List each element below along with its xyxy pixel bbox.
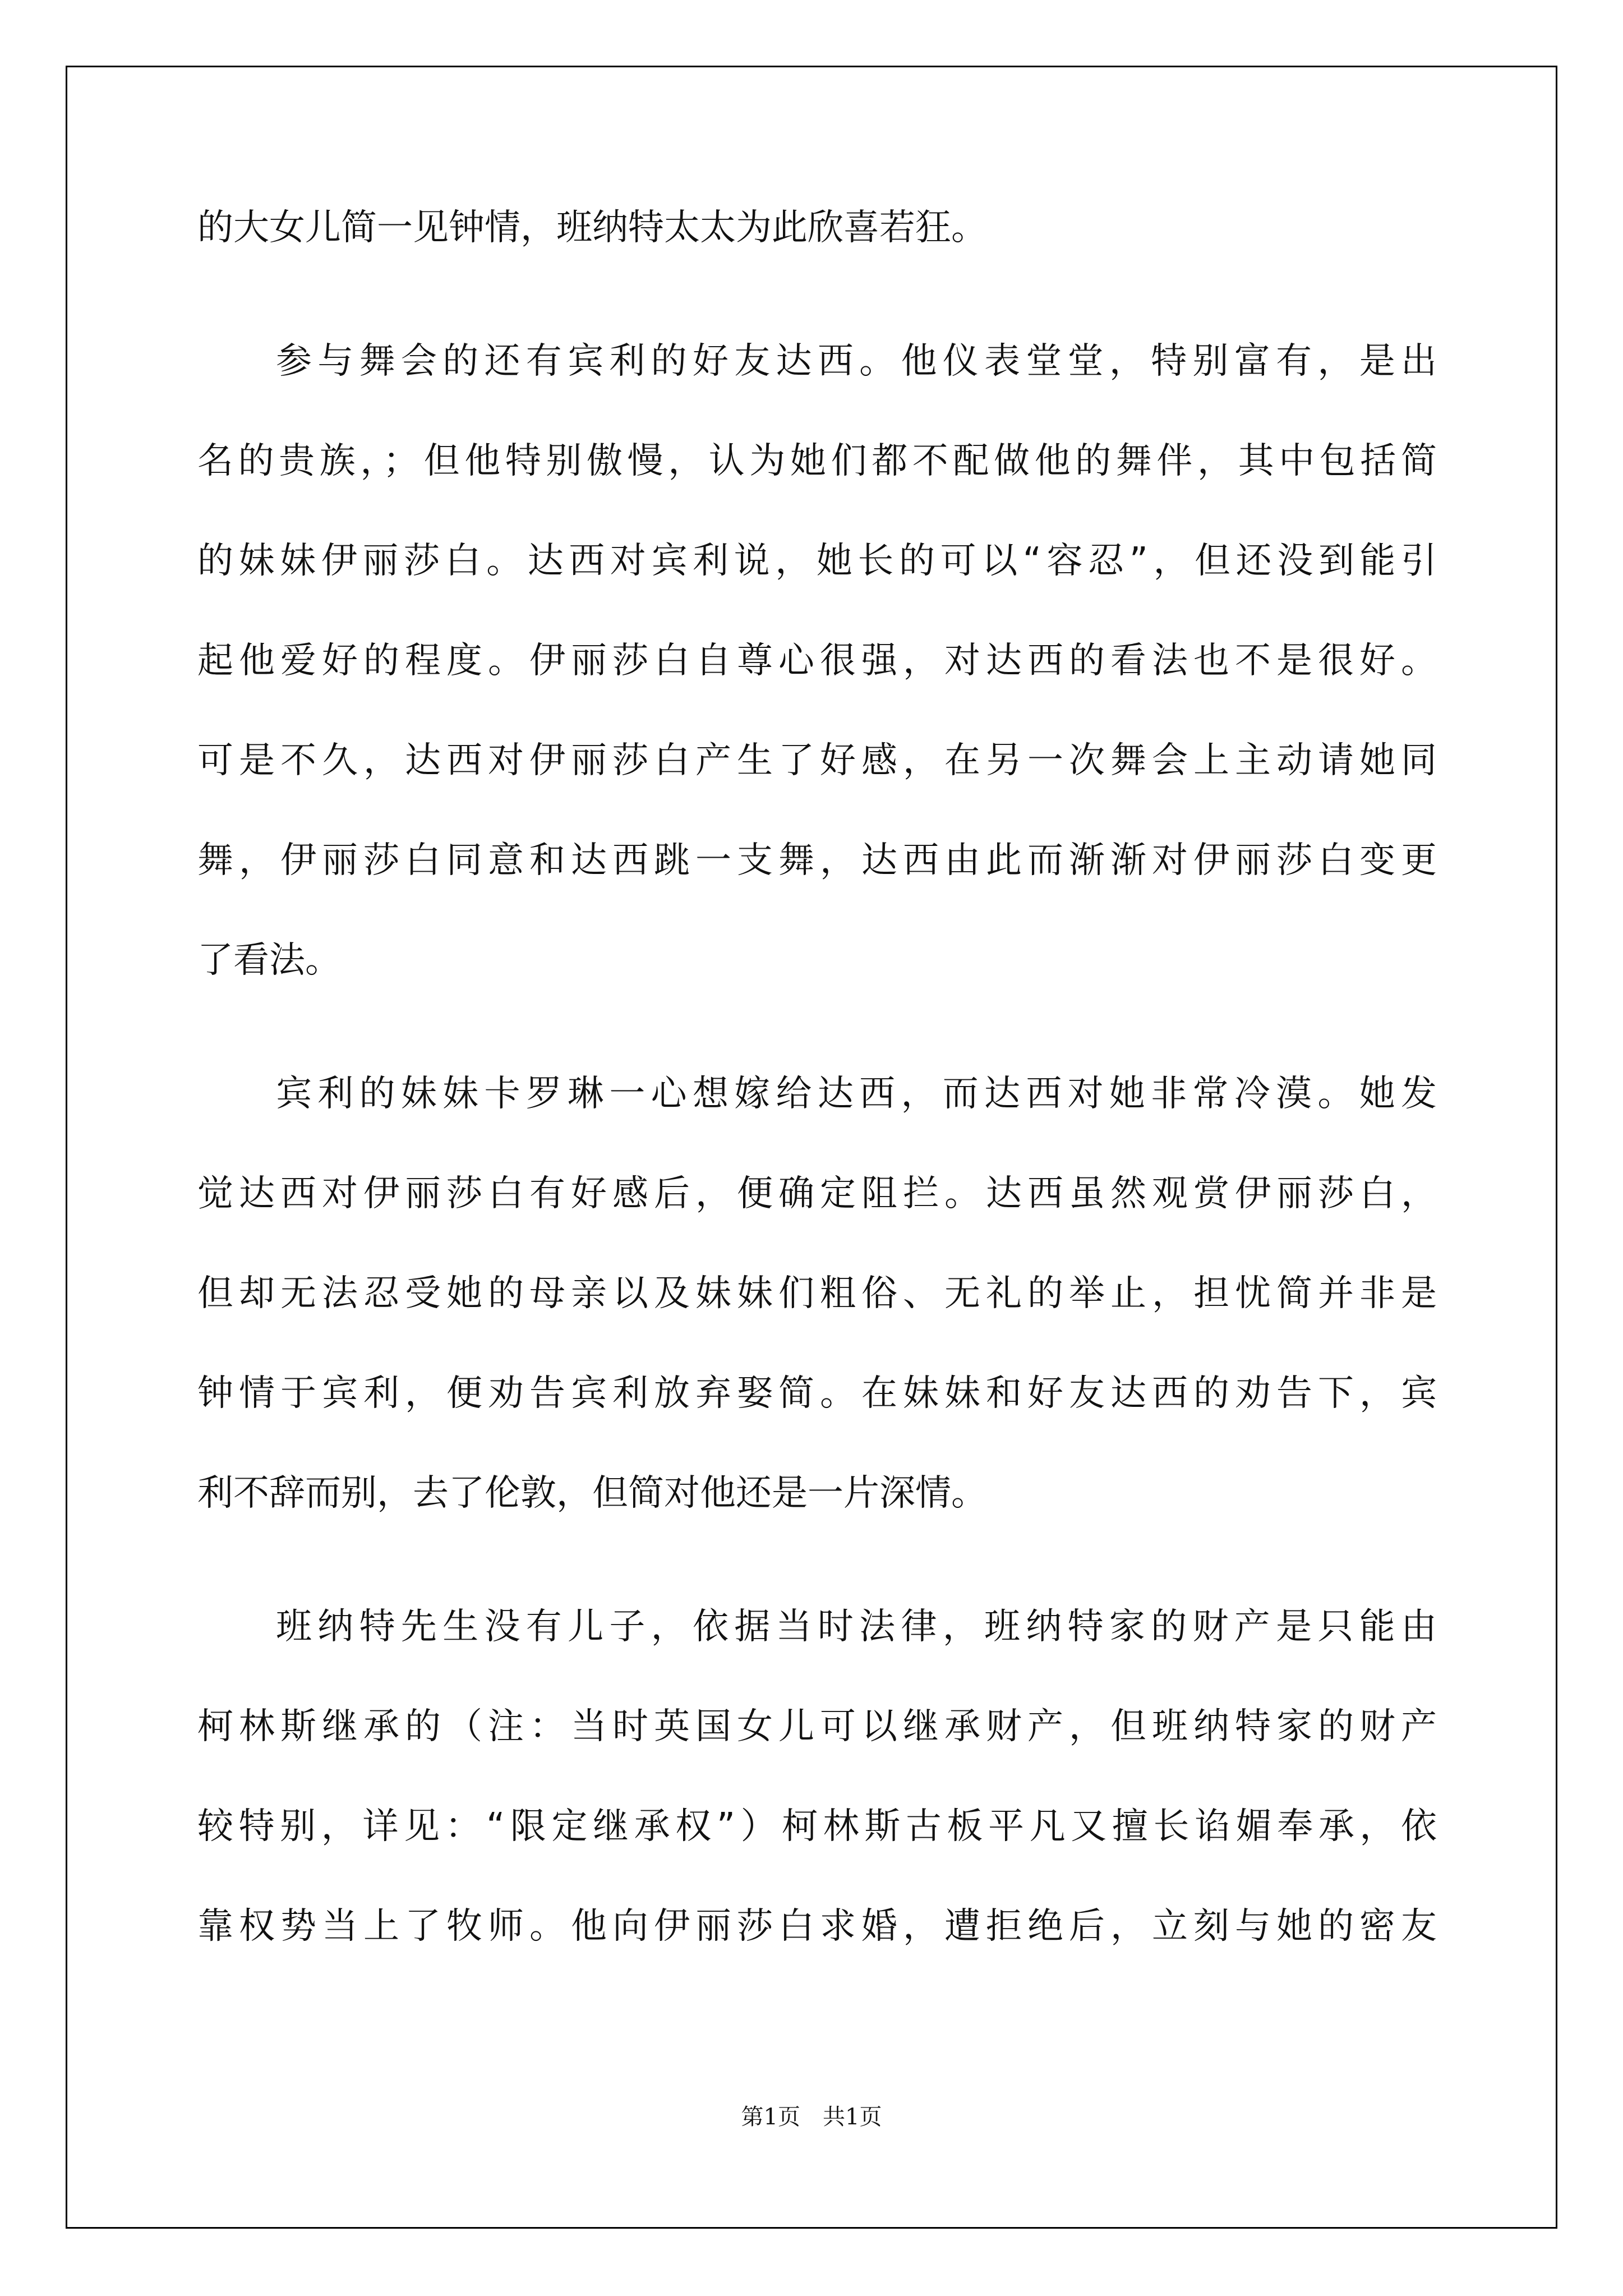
text-line: 觉达西对伊丽莎白有好感后，便确定阻拦。达西虽然观赏伊丽莎白，: [197, 1173, 1437, 1214]
text-line: 的妹妹伊丽莎白。达西对宾利说，她长的可以“容忍”，但还没到能引: [197, 540, 1437, 582]
text-line: 参与舞会的还有宾利的好友达西。他仪表堂堂，特别富有，是出: [276, 341, 1437, 382]
text-line: 可是不久，达西对伊丽莎白产生了好感，在另一次舞会上主动请她同: [197, 740, 1437, 781]
text-line: 较特别，详见：“限定继承权”）柯林斯古板平凡又擅长谄媚奉承，依: [197, 1806, 1437, 1847]
text-line: 钟情于宾利，便劝告宾利放弃娶简。在妹妹和好友达西的劝告下，宾: [197, 1373, 1437, 1414]
text-line: 舞，伊丽莎白同意和达西跳一支舞，达西由此而渐渐对伊丽莎白变更: [197, 840, 1437, 881]
text-line: 利不辞而别，去了伦敦，但简对他还是一片深情。: [197, 1473, 987, 1514]
text-line: 宾利的妹妹卡罗琳一心想嫁给达西，而达西对她非常冷漠。她发: [276, 1073, 1437, 1115]
text-line: 但却无法忍受她的母亲以及妹妹们粗俗、无礼的举止，担忧简并非是: [197, 1273, 1437, 1314]
text-line: 班纳特先生没有儿子，依据当时法律，班纳特家的财产是只能由: [276, 1606, 1437, 1648]
text-line: 名的贵族，；但他特别傲慢，认为她们都不配做他的舞伴，其中包括简: [197, 440, 1437, 482]
text-line: 靠权势当上了牧师。他向伊丽莎白求婚，遭拒绝后，立刻与她的密友: [197, 1906, 1437, 1947]
text-line: 柯林斯继承的（注：当时英国女儿可以继承财产，但班纳特家的财产: [197, 1706, 1437, 1747]
text-line: 的大女儿简一见钟情，班纳特太太为此欣喜若狂。: [197, 207, 987, 249]
page-number-footer: 第1页 共1页: [741, 2104, 882, 2130]
text-line: 起他爱好的程度。伊丽莎白自尊心很强，对达西的看法也不是很好。: [197, 640, 1437, 682]
text-line: 了看法。: [197, 940, 341, 981]
document-body: [197, 203, 1437, 1951]
